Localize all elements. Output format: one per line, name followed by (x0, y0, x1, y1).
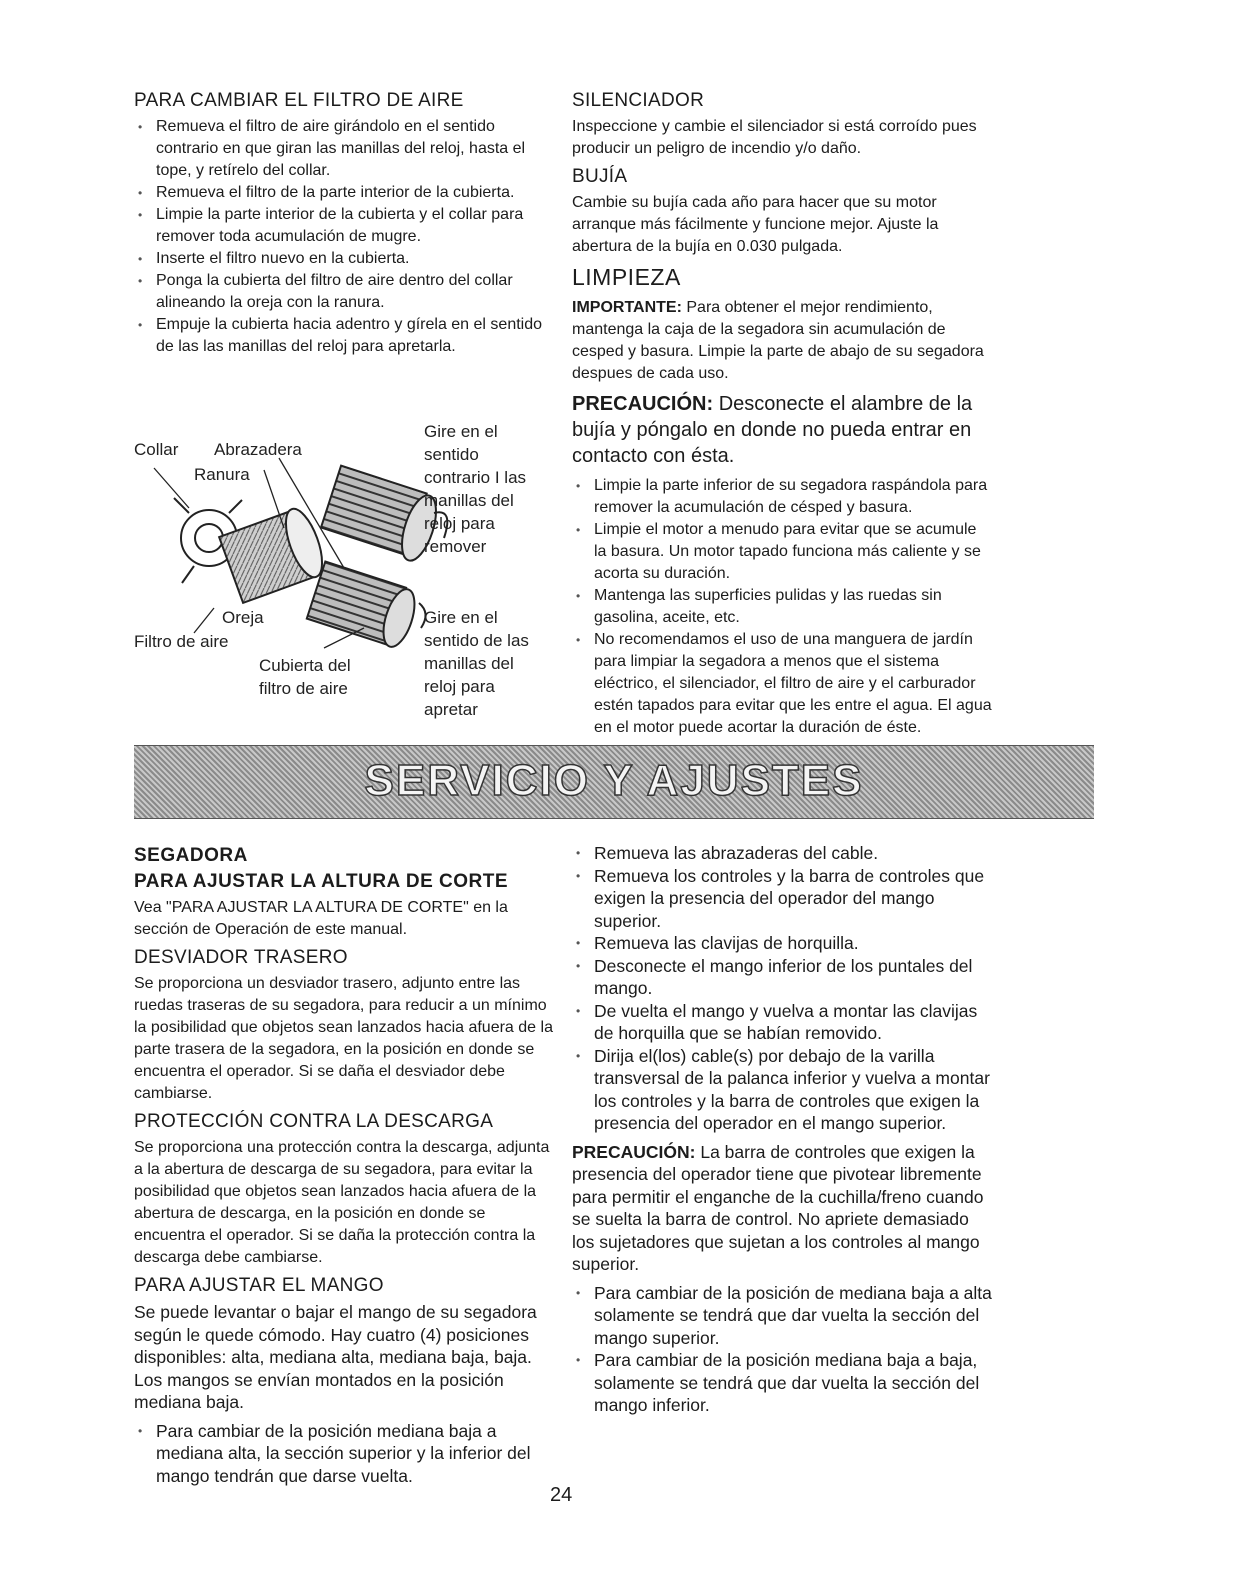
precaucion-label: PRECAUCIÓN: (572, 393, 714, 415)
list-item: • Mantenga las superficies pulidas y las ruedas sin gasolina, aceite, etc. (594, 585, 992, 629)
mango-list (134, 1420, 554, 1488)
left-top-column (134, 90, 544, 364)
list-item: • Desconecte el mango inferior de los puntales del mango. (594, 955, 992, 1000)
precaucion-text: Desconecte el alambre de la bujía y póngalo en donde no pueda entrar en contacto con ésta. (572, 393, 973, 467)
list-item: • Remueva el filtro de la parte interior de la cubierta. (156, 182, 544, 204)
filtro-title: PARA CAMBIAR EL FILTRO DE AIRE (134, 90, 464, 111)
label-oreja: Oreja (222, 608, 264, 627)
precaucion-mango-text: La barra de controles que exigen la presencia del operador tiene que pivotear libremente para permitir el enganche de la cuchilla/freno cuando se suelta la barra de control. No apriete demasiado los sujetadores que sujetan a los controles al mango superior. (572, 1141, 984, 1274)
list-item: • Dirija el(los) cable(s) por debajo de la varilla transversal de la palanca inferior y vuelva a montar los controles y la barra de controles que exigen la presencia del operador en el mango superior. (594, 1045, 992, 1135)
label-collar: Collar (134, 440, 179, 459)
limpieza-list (572, 475, 992, 739)
list-item: • Para cambiar de la posición mediana baja a baja, solamente se tendrá que dar vuelta la sección del mango inferior. (594, 1349, 992, 1417)
segadora-title: SEGADORA (134, 845, 248, 866)
bottom-right-column (572, 842, 992, 1423)
list-item: • No recomendamos el uso de una manguera de jardín para limpiar la segadora a menos que el sistema eléctrico, el silenciador, el filtro de aire y el carburador estén tapados para evitar que les entre el agua. El agua en el motor puede acortar la duración de éste. (594, 629, 992, 739)
list-item: • Remueva los controles y la barra de controles que exigen la presencia del operador del mango superior. (594, 865, 992, 933)
proteccion-title: PROTECCIÓN CONTRA LA DESCARGA (134, 1111, 494, 1132)
label-ranura: Ranura (194, 465, 250, 484)
altura-title: PARA AJUSTAR LA ALTURA DE CORTE (134, 871, 509, 892)
desviador-text: Se proporciona un desviador trasero, adjunto entre las ruedas traseras de su segadora, para reducir a un mínimo la posibilidad que objetos sean lanzados hacia afuera de la parte trasera de la segadora, en la posición en donde se encuentra el operador. Si se daña el desviador debe cambiarse. (134, 975, 553, 1102)
lower-cover (307, 561, 421, 650)
page-number: 24 (550, 1484, 573, 1506)
label-abrazadera: Abrazadera (214, 440, 302, 459)
section-banner (134, 745, 1094, 819)
air-filter-diagram (134, 418, 554, 728)
label-gire-remover: Gire en el sentido contrario I las manillas del reloj para remover (424, 422, 527, 556)
list-item: • Ponga la cubierta del filtro de aire dentro del collar alineando la oreja con la ranura. (156, 270, 544, 314)
list-item: • Remueva las clavijas de horquilla. (594, 932, 992, 955)
bottom-left-column (134, 845, 554, 1493)
silenciador-title: SILENCIADOR (572, 90, 705, 111)
bujia-title: BUJÍA (572, 166, 628, 187)
list-item: • Limpie la parte inferior de su segadora raspándola para remover la acumulación de césped y basura. (594, 475, 992, 519)
bujia-text: Cambie su bujía cada año para hacer que su motor arranque más fácilmente y funcione mejor. Ajuste la abertura de la bujía en 0.030 pulgada. (572, 194, 939, 255)
filtro-list (134, 116, 544, 358)
list-item: • Limpie el motor a menudo para evitar que se acumule la basura. Un motor tapado funciona más caliente y se acorta su duración. (594, 519, 992, 585)
right-top-column (572, 90, 992, 745)
precaucion-mango-paragraph (572, 1141, 992, 1276)
importante-paragraph (572, 297, 992, 385)
label-gire-apretar: Gire en el sentido de las manillas del reloj para apretar (424, 608, 529, 719)
proteccion-text: Se proporciona una protección contra la descarga, adjunta a la abertura de descarga de su segadora, para evitar la posibilidad que objetos sean lanzados hacia afuera de la abertura de descarga, en la posición en donde se encuentra el operador. Si se daña la protección contra la descarga debe cambiarse. (134, 1139, 550, 1266)
limpieza-title: LIMPIEZA (572, 264, 681, 290)
mango-position-list (572, 1282, 992, 1417)
list-item: • Remueva el filtro de aire girándolo en el sentido contrario en que giran las manillas del reloj, hasta el tope, y retírelo del collar. (156, 116, 544, 182)
list-item: • Empuje la cubierta hacia adentro y gírela en el sentido de las las manillas del reloj para apretarla. (156, 314, 544, 358)
label-cubierta: Cubierta del filtro de aire (259, 656, 351, 698)
list-item: • Para cambiar de la posición mediana baja a mediana alta, la sección superior y la inferior del mango tendrán que darse vuelta. (156, 1420, 554, 1488)
list-item: • Limpie la parte interior de la cubierta y el collar para remover toda acumulación de mugre. (156, 204, 544, 248)
list-item: • Remueva las abrazaderas del cable. (594, 842, 992, 865)
silenciador-text: Inspeccione y cambie el silenciador si está corroído pues producir un peligro de incendio y/o daño. (572, 118, 977, 157)
list-item: • De vuelta el mango y vuelva a montar las clavijas de horquilla que se habían removido. (594, 1000, 992, 1045)
desviador-title: DESVIADOR TRASERO (134, 947, 348, 968)
filter-cylinder (219, 504, 329, 602)
precaucion-paragraph (572, 391, 992, 469)
list-item: • Inserte el filtro nuevo en la cubierta. (156, 248, 544, 270)
list-item: • Para cambiar de la posición de mediana baja a alta solamente se tendrá que dar vuelta la sección del mango superior. (594, 1282, 992, 1350)
mango-text: Se puede levantar o bajar el mango de su segadora según le quede cómodo. Hay cuatro (4) posiciones disponibles: alta, mediana alta, mediana baja, baja. Los mangos se envían montados en la posición mediana baja. (134, 1302, 537, 1412)
importante-label: IMPORTANTE: (572, 299, 682, 316)
label-filtro: Filtro de aire (134, 632, 229, 651)
precaucion-mango-label: PRECAUCIÓN: (572, 1141, 696, 1162)
mango-steps-list (572, 842, 992, 1135)
altura-text: Vea "PARA AJUSTAR LA ALTURA DE CORTE" en la sección de Operación de este manual. (134, 899, 508, 938)
mango-title: PARA AJUSTAR EL MANGO (134, 1275, 384, 1296)
importante-text: Para obtener el mejor rendimiento, mantenga la caja de la segadora sin acumulación de cesped y basura. Limpie la parte de abajo de su segadora despues de cada uso. (572, 299, 984, 382)
banner-title: SERVICIO Y AJUSTES (364, 756, 864, 805)
